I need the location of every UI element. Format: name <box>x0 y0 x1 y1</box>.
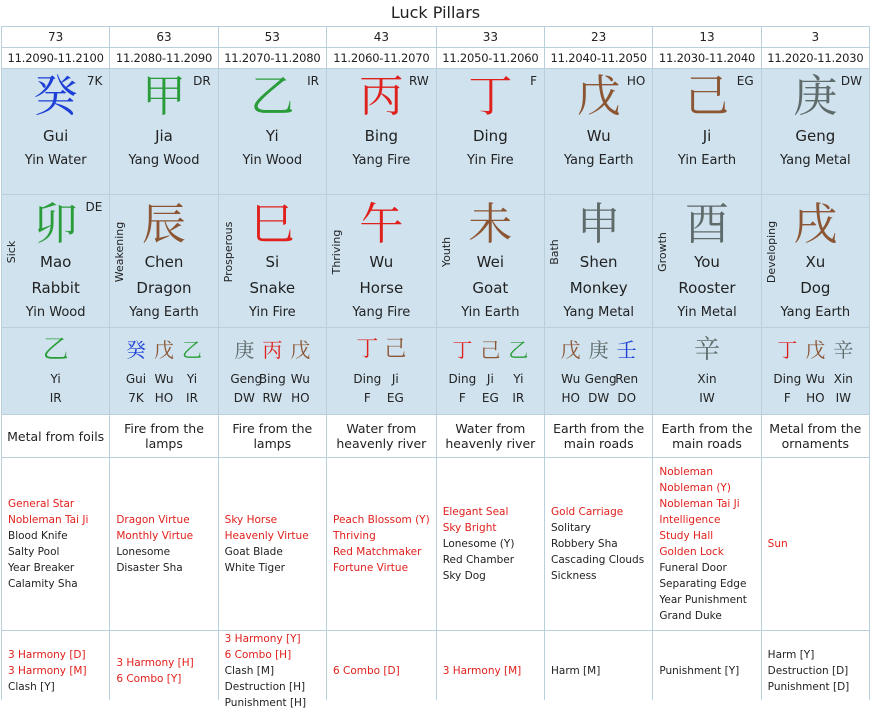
symbolic-stars-cell <box>437 458 544 630</box>
hidden-stem <box>801 328 829 408</box>
hidden-stem-character: 己 <box>384 337 407 362</box>
heavenly-stem-cell <box>437 69 544 194</box>
zodiac-animal: Monkey <box>569 279 628 297</box>
hidden-stem-pinyin: Ding <box>773 372 802 386</box>
hidden-stem-ten-god: F <box>783 391 791 405</box>
date-range-cell: 11.2070-11.2080 <box>219 48 326 68</box>
stem-pinyin: Ji <box>702 127 712 145</box>
branch-element: Yang Earth <box>780 305 851 320</box>
hidden-stems-cell <box>219 328 326 414</box>
star-item: Sky Dog <box>442 570 486 582</box>
date-range-cell: 11.2020-11.2030 <box>762 48 869 68</box>
hidden-stem-pinyin: Wu <box>805 372 825 386</box>
ten-god-label: 7K <box>86 74 103 88</box>
hidden-stem <box>773 328 801 408</box>
branch-element: Yin Metal <box>677 305 737 320</box>
branch-element: Yin Wood <box>25 305 86 320</box>
hidden-stems-row <box>762 328 869 408</box>
hidden-stem <box>557 328 585 408</box>
hidden-stem-ten-god: IR <box>512 391 525 405</box>
ten-god-label: DR <box>193 74 211 88</box>
branch-pinyin: Xu <box>805 253 826 271</box>
stem-pinyin: Yi <box>265 127 279 145</box>
stem-character: 乙 <box>250 71 295 122</box>
heavenly-stem-cell <box>110 69 217 194</box>
hidden-stem-ten-god: HO <box>291 391 310 405</box>
hidden-stem-character: 乙 <box>42 335 69 365</box>
hidden-stems-cell <box>762 328 869 414</box>
star-item: Elegant Seal <box>442 506 509 518</box>
zodiac-animal: Goat <box>472 279 509 297</box>
branch-character: 辰 <box>141 199 186 250</box>
star-item: Disaster Sha <box>116 562 183 574</box>
nayin-cell: Metal from foils <box>2 415 109 457</box>
date-range-cell: 11.2080-11.2090 <box>110 48 217 68</box>
hidden-stem-ten-god: 7K <box>128 391 144 405</box>
star-item: Calamity Sha <box>8 578 78 590</box>
hidden-stem <box>693 328 721 408</box>
star-item: Golden Lock <box>659 546 724 558</box>
hidden-stem-pinyin: Gui <box>125 372 147 386</box>
hidden-stem-pinyin: Ren <box>615 372 639 386</box>
hidden-stems-row <box>437 328 544 408</box>
interaction-item: 6 Combo [Y] <box>116 672 182 685</box>
stem-pinyin: Geng <box>795 127 836 145</box>
branch-pinyin: You <box>694 253 720 271</box>
hidden-stems-row <box>219 328 326 408</box>
hidden-stems-row <box>545 328 652 408</box>
earthly-branch-cell <box>437 195 544 327</box>
hidden-stem-ten-god: IW <box>835 391 852 405</box>
stem-element: Yin Water <box>24 153 87 168</box>
hidden-stems-cell <box>2 328 109 414</box>
ten-god-label: IR <box>307 74 319 88</box>
hidden-stem-ten-god: DW <box>588 391 610 405</box>
star-item: Nobleman Tai Ji <box>8 514 89 526</box>
earthly-branch-cell <box>2 195 109 327</box>
star-item: Sky Bright <box>442 522 497 534</box>
hidden-stem-pinyin: Ji <box>486 372 494 386</box>
page-title: Luck Pillars <box>390 3 481 22</box>
hidden-stem-pinyin: Yi <box>513 372 524 386</box>
hidden-stem-character: 辛 <box>833 338 854 362</box>
zodiac-animal: Dog <box>800 279 831 297</box>
hidden-stem <box>353 328 381 408</box>
star-item: White Tiger <box>224 562 285 574</box>
branch-element: Yang Fire <box>352 305 411 320</box>
interaction-item: 3 Harmony [D] <box>8 648 86 661</box>
interactions-cell <box>327 631 436 710</box>
hidden-stem-ten-god: RW <box>262 391 283 405</box>
hidden-stems-cell <box>110 328 217 414</box>
life-stage-label: Thriving <box>329 229 343 275</box>
star-item: Goat Blade <box>224 546 283 558</box>
hidden-stems-cell <box>437 328 544 414</box>
hidden-stem <box>381 328 409 408</box>
star-item: Grand Duke <box>659 610 722 622</box>
nayin-cell: Earth from the main roads <box>545 415 652 457</box>
interaction-item: Clash [M] <box>224 664 275 677</box>
interactions-cell <box>110 631 217 710</box>
hidden-stem-pinyin: Ding <box>353 372 382 386</box>
branch-character: 卯 <box>33 199 78 250</box>
nayin-cell: Fire from the lamps <box>219 415 326 457</box>
hidden-stem-ten-god: HO <box>806 391 825 405</box>
branch-character: 戌 <box>793 199 838 250</box>
hidden-stem-pinyin: Wu <box>561 372 581 386</box>
zodiac-animal: Horse <box>359 279 404 297</box>
stem-element: Yin Fire <box>467 153 514 168</box>
life-stage-label: Growth <box>656 232 670 272</box>
symbolic-stars-cell <box>762 458 869 630</box>
branch-character: 巳 <box>250 199 295 250</box>
stem-element: Yin Earth <box>677 153 737 168</box>
hidden-stem-character: 庚 <box>588 338 609 362</box>
branch-character: 午 <box>359 199 404 250</box>
star-item: Gold Carriage <box>551 506 624 518</box>
age-cell: 43 <box>327 27 436 47</box>
stem-character: 甲 <box>141 71 186 122</box>
zodiac-animal: Rooster <box>678 279 736 297</box>
interaction-item: Harm [Y] <box>767 648 815 661</box>
hidden-stem-pinyin: Wu <box>154 372 174 386</box>
branch-element: Yin Fire <box>248 305 296 320</box>
hidden-stem-character: 己 <box>480 338 501 362</box>
nayin-cell: Water from heavenly river <box>437 415 544 457</box>
hidden-stem-character: 丁 <box>452 338 473 362</box>
interactions-cell <box>2 631 109 710</box>
stem-element: Yang Metal <box>780 153 851 168</box>
interactions-cell <box>653 631 760 710</box>
hidden-stem-pinyin: Xin <box>833 372 853 386</box>
symbolic-stars-cell <box>653 458 760 630</box>
hidden-stem-ten-god: IR <box>49 391 62 405</box>
nayin-cell: Earth from the main roads <box>653 415 760 457</box>
branch-character: 酉 <box>685 199 729 250</box>
star-item: Separating Edge <box>659 578 747 590</box>
star-item: Year Punishment <box>659 594 747 606</box>
branch-element: Yin Earth <box>461 305 520 320</box>
nayin-cell: Fire from the lamps <box>110 415 217 457</box>
hidden-stem-pinyin: Yi <box>50 372 61 386</box>
stem-element: Yang Fire <box>352 153 411 168</box>
date-range-cell: 11.2030-11.2040 <box>653 48 760 68</box>
luck-pillars-table <box>1 26 870 709</box>
hidden-stem-character: 丁 <box>356 337 379 362</box>
stem-character: 己 <box>685 71 729 122</box>
star-item: Thriving <box>332 530 376 542</box>
stem-element: Yang Earth <box>563 153 634 168</box>
interactions-cell <box>545 631 652 710</box>
star-item: Heavenly Virtue <box>224 530 309 542</box>
stem-character: 庚 <box>793 71 838 122</box>
earthly-branch-cell <box>762 195 869 327</box>
hidden-stem <box>258 328 286 408</box>
stem-element: Yin Wood <box>242 153 303 168</box>
star-item: Peach Blossom (Y) <box>332 514 430 526</box>
interaction-item: 3 Harmony [Y] <box>224 632 301 645</box>
hidden-stem <box>829 328 857 408</box>
hidden-stem-pinyin: Geng <box>230 372 263 386</box>
star-item: Monthly Virtue <box>116 530 194 542</box>
hidden-stem <box>178 328 206 408</box>
life-stage-label: Youth <box>439 236 453 268</box>
branch-element: Yang Earth <box>129 305 199 320</box>
star-item: General Star <box>8 498 75 510</box>
hidden-stem-ten-god: HO <box>154 391 174 405</box>
hidden-stem-pinyin: Yi <box>186 372 198 386</box>
earthly-branch-cell <box>545 195 652 327</box>
interactions-cell <box>437 631 544 710</box>
hidden-stem-ten-god: HO <box>561 391 580 405</box>
earthly-branch-cell <box>110 195 217 327</box>
hidden-stem-character: 壬 <box>616 338 637 362</box>
heavenly-stem-cell <box>545 69 652 194</box>
interaction-item: 3 Harmony [M] <box>442 664 522 677</box>
star-item: Sky Horse <box>224 514 278 526</box>
date-range-cell: 11.2050-11.2060 <box>437 48 544 68</box>
star-item: Dragon Virtue <box>116 514 190 526</box>
heavenly-stem-cell <box>2 69 109 194</box>
hidden-stem-ten-god: IR <box>186 391 198 405</box>
star-item: Intelligence <box>659 514 721 526</box>
date-range-cell: 11.2090-11.2100 <box>2 48 109 68</box>
hidden-stem <box>448 328 476 408</box>
date-range-cell: 11.2040-11.2050 <box>545 48 652 68</box>
stem-character: 丙 <box>359 71 404 122</box>
age-cell: 23 <box>545 27 652 47</box>
hidden-stem-pinyin: Geng <box>584 372 617 386</box>
ten-god-label: F <box>530 74 538 88</box>
hidden-stem-character: 戊 <box>153 338 174 362</box>
symbolic-stars-cell <box>2 458 109 630</box>
hidden-stem-ten-god: DO <box>617 391 637 405</box>
life-stage-label: Bath <box>548 239 562 265</box>
stem-element: Yang Wood <box>128 153 200 168</box>
hidden-stem-pinyin: Wu <box>290 372 310 386</box>
hidden-stem <box>613 328 641 408</box>
symbolic-stars-cell <box>219 458 326 630</box>
heavenly-stem-cell <box>762 69 869 194</box>
star-item: Red Chamber <box>442 554 515 566</box>
symbolic-stars-cell <box>327 458 436 630</box>
age-cell: 53 <box>219 27 326 47</box>
star-item: Nobleman <box>659 466 713 478</box>
hidden-stems-row <box>2 328 109 408</box>
hidden-stem <box>150 328 178 408</box>
star-item: Sickness <box>551 570 597 582</box>
zodiac-animal: Snake <box>249 279 296 297</box>
symbolic-stars-cell <box>545 458 652 630</box>
star-item: Funeral Door <box>659 562 727 574</box>
hidden-stem-ten-god: IW <box>699 391 715 405</box>
branch-element: Yang Metal <box>563 305 634 320</box>
age-cell: 13 <box>653 27 760 47</box>
hidden-stem <box>476 328 504 408</box>
hidden-stems-row <box>110 328 217 408</box>
hidden-stem-pinyin: Ji <box>391 372 399 386</box>
age-cell: 33 <box>437 27 544 47</box>
stem-pinyin: Ding <box>472 127 508 145</box>
hidden-stem <box>230 328 263 408</box>
age-cell: 63 <box>110 27 217 47</box>
hidden-stem-character: 癸 <box>125 338 146 362</box>
stem-character: 癸 <box>33 71 78 122</box>
ten-god-label: DE <box>85 200 103 214</box>
zodiac-animal: Dragon <box>136 279 192 297</box>
interaction-item: Clash [Y] <box>8 680 55 693</box>
interactions-cell <box>762 631 869 710</box>
interaction-item: 6 Combo [H] <box>224 648 292 661</box>
life-stage-label: Weakening <box>113 221 127 283</box>
earthly-branch-cell <box>219 195 326 327</box>
hidden-stems-row <box>653 328 760 408</box>
star-item: Study Hall <box>659 530 714 542</box>
interaction-item: 6 Combo [D] <box>332 664 400 677</box>
zodiac-animal: Rabbit <box>31 279 80 297</box>
hidden-stem <box>42 328 70 408</box>
star-item: Nobleman Tai Ji <box>659 498 740 510</box>
hidden-stem-character: 戊 <box>805 338 826 362</box>
nayin-cell: Metal from the ornaments <box>762 415 869 457</box>
heavenly-stem-cell <box>327 69 436 194</box>
stem-pinyin: Jia <box>155 127 173 145</box>
branch-pinyin: Chen <box>144 253 184 271</box>
hidden-stem-character: 丁 <box>777 338 798 362</box>
star-item: Solitary <box>551 522 592 534</box>
hidden-stem-character: 戊 <box>560 338 581 362</box>
symbolic-stars-cell <box>110 458 217 630</box>
hidden-stem-character: 乙 <box>181 338 202 362</box>
age-cell: 73 <box>2 27 109 47</box>
branch-pinyin: Si <box>265 253 280 271</box>
ten-god-label: EG <box>736 74 754 88</box>
interactions-cell <box>219 631 326 710</box>
hidden-stems-cell <box>545 328 652 414</box>
stem-pinyin: Bing <box>364 127 399 145</box>
hidden-stem-ten-god: F <box>458 391 466 405</box>
hidden-stem <box>584 328 617 408</box>
earthly-branch-cell <box>653 195 760 327</box>
age-cell: 3 <box>762 27 869 47</box>
hidden-stem-character: 乙 <box>508 338 529 362</box>
earthly-branch-cell <box>327 195 436 327</box>
branch-character: 申 <box>576 199 621 250</box>
hidden-stems-cell <box>327 328 436 414</box>
star-item: Nobleman (Y) <box>659 482 731 494</box>
star-item: Year Breaker <box>8 562 75 574</box>
branch-pinyin: Wei <box>476 253 505 271</box>
hidden-stem <box>286 328 314 408</box>
star-item: Sun <box>767 538 788 550</box>
date-range-cell: 11.2060-11.2070 <box>327 48 436 68</box>
branch-character: 未 <box>468 199 513 250</box>
hidden-stem <box>504 328 532 408</box>
star-item: Robbery Sha <box>551 538 618 550</box>
branch-pinyin: Shen <box>579 253 618 271</box>
interaction-item: Destruction [H] <box>224 680 306 693</box>
ten-god-label: HO <box>626 74 646 88</box>
star-item: Lonesome <box>116 546 171 558</box>
life-stage-label: Prosperous <box>221 221 235 283</box>
ten-god-label: DW <box>840 74 862 88</box>
life-stage-label: Developing <box>764 220 778 284</box>
star-item: Red Matchmaker <box>332 546 422 558</box>
stem-pinyin: Wu <box>586 127 611 145</box>
interaction-item: Punishment [Y] <box>659 664 740 677</box>
star-item: Salty Pool <box>8 546 60 558</box>
life-stage-label: Sick <box>5 240 18 264</box>
ten-god-label: RW <box>408 74 429 88</box>
hidden-stem <box>122 328 150 408</box>
nayin-cell: Water from heavenly river <box>327 415 436 457</box>
stem-pinyin: Gui <box>43 127 69 145</box>
branch-pinyin: Mao <box>40 253 72 271</box>
hidden-stems-row <box>327 328 436 408</box>
interaction-item: Punishment [H] <box>224 696 307 709</box>
hidden-stem-character: 丙 <box>262 338 283 362</box>
interaction-item: Punishment [D] <box>767 680 850 693</box>
star-item: Cascading Clouds <box>551 554 645 566</box>
interaction-item: Harm [M] <box>551 664 601 677</box>
stem-character: 戊 <box>576 71 621 122</box>
star-item: Blood Knife <box>8 530 68 542</box>
interaction-item: Destruction [D] <box>767 664 849 677</box>
heavenly-stem-cell <box>653 69 760 194</box>
hidden-stem-character: 戊 <box>290 338 311 362</box>
heavenly-stem-cell <box>219 69 326 194</box>
hidden-stem-ten-god: F <box>363 391 371 405</box>
hidden-stem-ten-god: DW <box>233 391 255 405</box>
hidden-stems-cell <box>653 328 760 414</box>
star-item: Lonesome (Y) <box>442 538 515 550</box>
star-item: Fortune Virtue <box>332 562 409 574</box>
hidden-stem-pinyin: Ding <box>448 372 477 386</box>
hidden-stem-pinyin: Bing <box>258 372 286 386</box>
interaction-item: 3 Harmony [H] <box>116 656 194 669</box>
hidden-stem-ten-god: EG <box>481 391 499 405</box>
hidden-stem-character: 庚 <box>234 338 255 362</box>
branch-pinyin: Wu <box>369 253 394 271</box>
stem-character: 丁 <box>468 71 513 122</box>
hidden-stem-ten-god: EG <box>386 391 404 405</box>
hidden-stem-character: 辛 <box>693 335 720 365</box>
interaction-item: 3 Harmony [M] <box>8 664 87 677</box>
hidden-stem-pinyin: Xin <box>697 372 717 386</box>
